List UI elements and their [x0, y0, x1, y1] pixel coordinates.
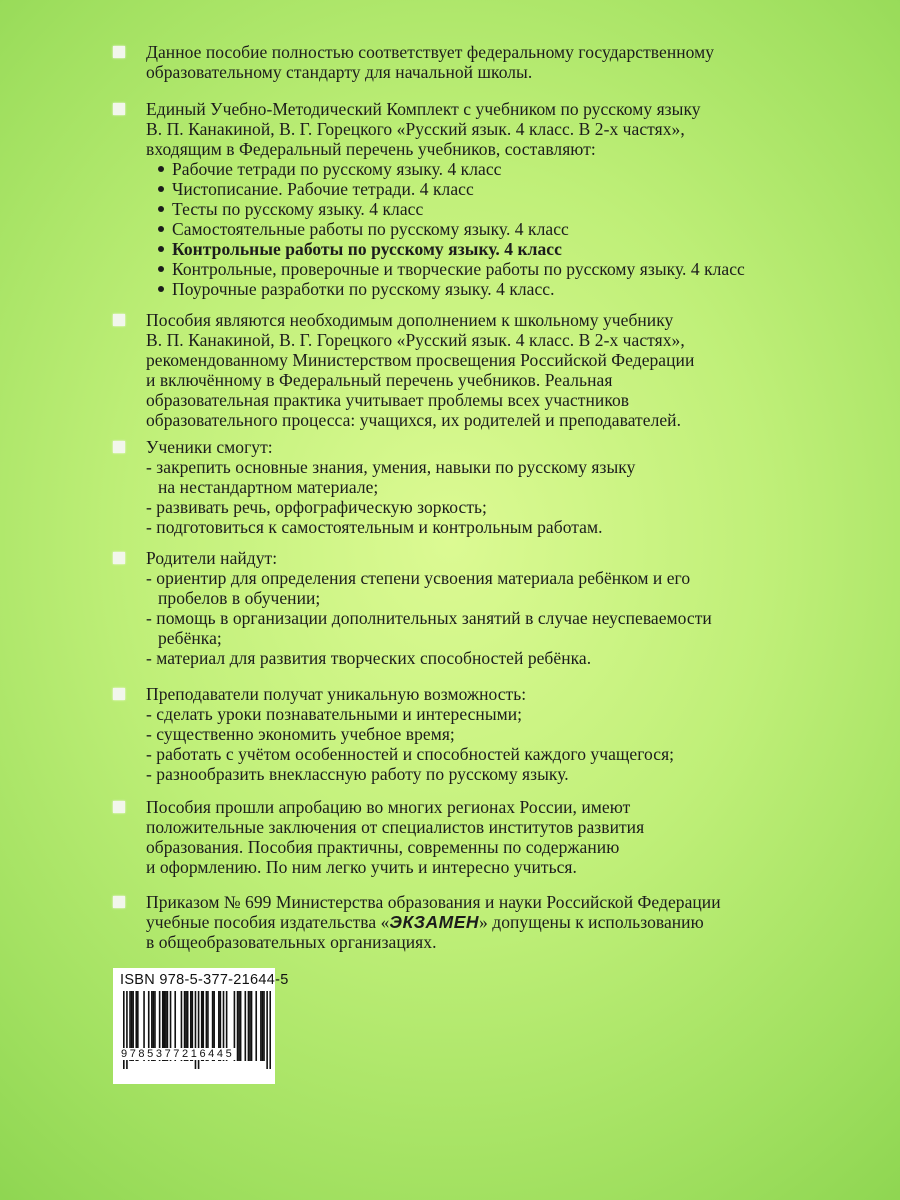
kit-list-item: Тесты по русскому языку. 4 класс [172, 199, 424, 219]
kit-list-item: Самостоятельные работы по русскому языку. 4 класс [172, 219, 569, 239]
paragraph-line: пробелов в обучении; [158, 588, 321, 608]
paragraph-line: - развивать речь, орфографическую зоркость; [146, 497, 487, 517]
paragraph-line: В. П. Канакиной, В. Г. Горецкого «Русский язык. 4 класс. В 2-х частях», [146, 330, 685, 350]
paragraph-line: В. П. Канакиной, В. Г. Горецкого «Русский язык. 4 класс. В 2-х частях», [146, 119, 685, 139]
paragraph-line: образовательному стандарту для начальной школы. [146, 62, 533, 82]
paragraph-line: входящим в Федеральный перечень учебников, составляют: [146, 139, 596, 159]
text-fragment: учебные пособия издательства « [146, 912, 390, 932]
isbn-barcode [113, 968, 289, 1084]
paragraph-line: образования. Пособия практичны, современны по содержанию [146, 837, 620, 857]
paragraph-line: - помощь в организации дополнительных занятий в случае неуспеваемости [146, 608, 712, 628]
list-bullet [158, 266, 166, 274]
barcode-bar [237, 991, 239, 1061]
paragraph-line: Пособия прошли апробацию во многих регионах России, имеют [146, 797, 631, 817]
paragraph-line: положительные заключения от специалистов институтов развития [146, 817, 645, 837]
paragraph-line: ребёнка; [158, 628, 222, 648]
paragraph-line: Ученики смогут: [146, 437, 273, 457]
paragraph-line: и оформлению. По ним легко учить и интересно учиться. [146, 857, 577, 877]
barcode-bar [238, 991, 240, 1061]
section-marker [113, 314, 125, 326]
paragraph-line: Пособия являются необходимым дополнением к школьному учебнику [146, 310, 674, 330]
list-bullet [158, 246, 166, 254]
paragraph-line: - сделать уроки познавательными и интересными; [146, 704, 523, 724]
section-marker [113, 801, 125, 813]
kit-list-item: Рабочие тетради по русскому языку. 4 класс [172, 159, 502, 179]
barcode-bar [249, 991, 251, 1061]
paragraph-line: - материал для развития творческих способностей ребёнка. [146, 648, 592, 668]
list-bullet [158, 186, 166, 194]
barcode-bar [269, 991, 271, 1069]
section-marker [113, 688, 125, 700]
barcode-bar [266, 991, 268, 1069]
paragraph-line: Данное пособие полностью соответствует федеральному государственному [146, 42, 715, 62]
kit-list-item: Чистописание. Рабочие тетради. 4 класс [172, 179, 474, 199]
section-marker [113, 552, 125, 564]
paragraph-line: образовательная практика учитывает проблемы всех участников [146, 390, 630, 410]
publisher-name: ЭКЗАМЕН [389, 912, 480, 932]
barcode-bar [255, 991, 257, 1061]
section-marker [113, 896, 125, 908]
barcode-bar [240, 991, 242, 1061]
kit-list-item: Поурочные разработки по русскому языку. 4 класс. [172, 279, 555, 299]
paragraph-line: Приказом № 699 Министерства образования и науки Российской Федерации [146, 892, 721, 912]
paragraph-line: образовательного процесса: учащихся, их родителей и преподавателей. [146, 410, 682, 430]
barcode-bar [248, 991, 250, 1061]
paragraph-line: - работать с учётом особенностей и способностей каждого учащегося; [146, 744, 675, 764]
section-marker [113, 441, 125, 453]
list-bullet [158, 226, 166, 234]
barcode-bar [260, 991, 262, 1061]
paragraph-line: - закрепить основные знания, умения, навыки по русскому языку [146, 457, 636, 477]
paragraph-line: - ориентир для определения степени усвоения материала ребёнком и его [146, 568, 691, 588]
barcode-bar [263, 991, 265, 1061]
list-bullet [158, 286, 166, 294]
section-marker [113, 46, 125, 58]
list-bullet [158, 206, 166, 214]
kit-list-item: Контрольные, проверочные и творческие работы по русскому языку. 4 класс [172, 259, 745, 279]
barcode-bar [251, 991, 253, 1061]
paragraph-line: Преподаватели получат уникальную возможность: [146, 684, 527, 704]
barcode-digits: 9785377216445 [121, 1048, 235, 1060]
paragraph-line: Родители найдут: [146, 548, 278, 568]
kit-list-item-current: Контрольные работы по русскому языку. 4 класс [172, 239, 562, 259]
paragraph-line: на нестандартном материале; [158, 477, 379, 497]
paragraph-line: рекомендованному Министерством просвещения Российской Федерации [146, 350, 695, 370]
paragraph-line [146, 912, 704, 932]
section-marker [113, 103, 125, 115]
isbn-label: ISBN 978-5-377-21644-5 [120, 972, 289, 988]
text-fragment: » допущены к использованию [479, 912, 704, 932]
paragraph-line: - подготовиться к самостоятельным и контрольным работам. [146, 517, 603, 537]
paragraph-line: - разнообразить внеклассную работу по русскому языку. [146, 764, 569, 784]
barcode-bar [262, 991, 264, 1061]
paragraph-line: в общеобразовательных организациях. [146, 932, 437, 952]
paragraph-line: и включённому в Федеральный перечень учебников. Реальная [146, 370, 613, 390]
barcode-bar [245, 991, 247, 1061]
paragraph-line: - существенно экономить учебное время; [146, 724, 455, 744]
list-bullet [158, 166, 166, 174]
paragraph-line: Единый Учебно-Методический Комплект с учебником по русскому языку [146, 99, 701, 119]
